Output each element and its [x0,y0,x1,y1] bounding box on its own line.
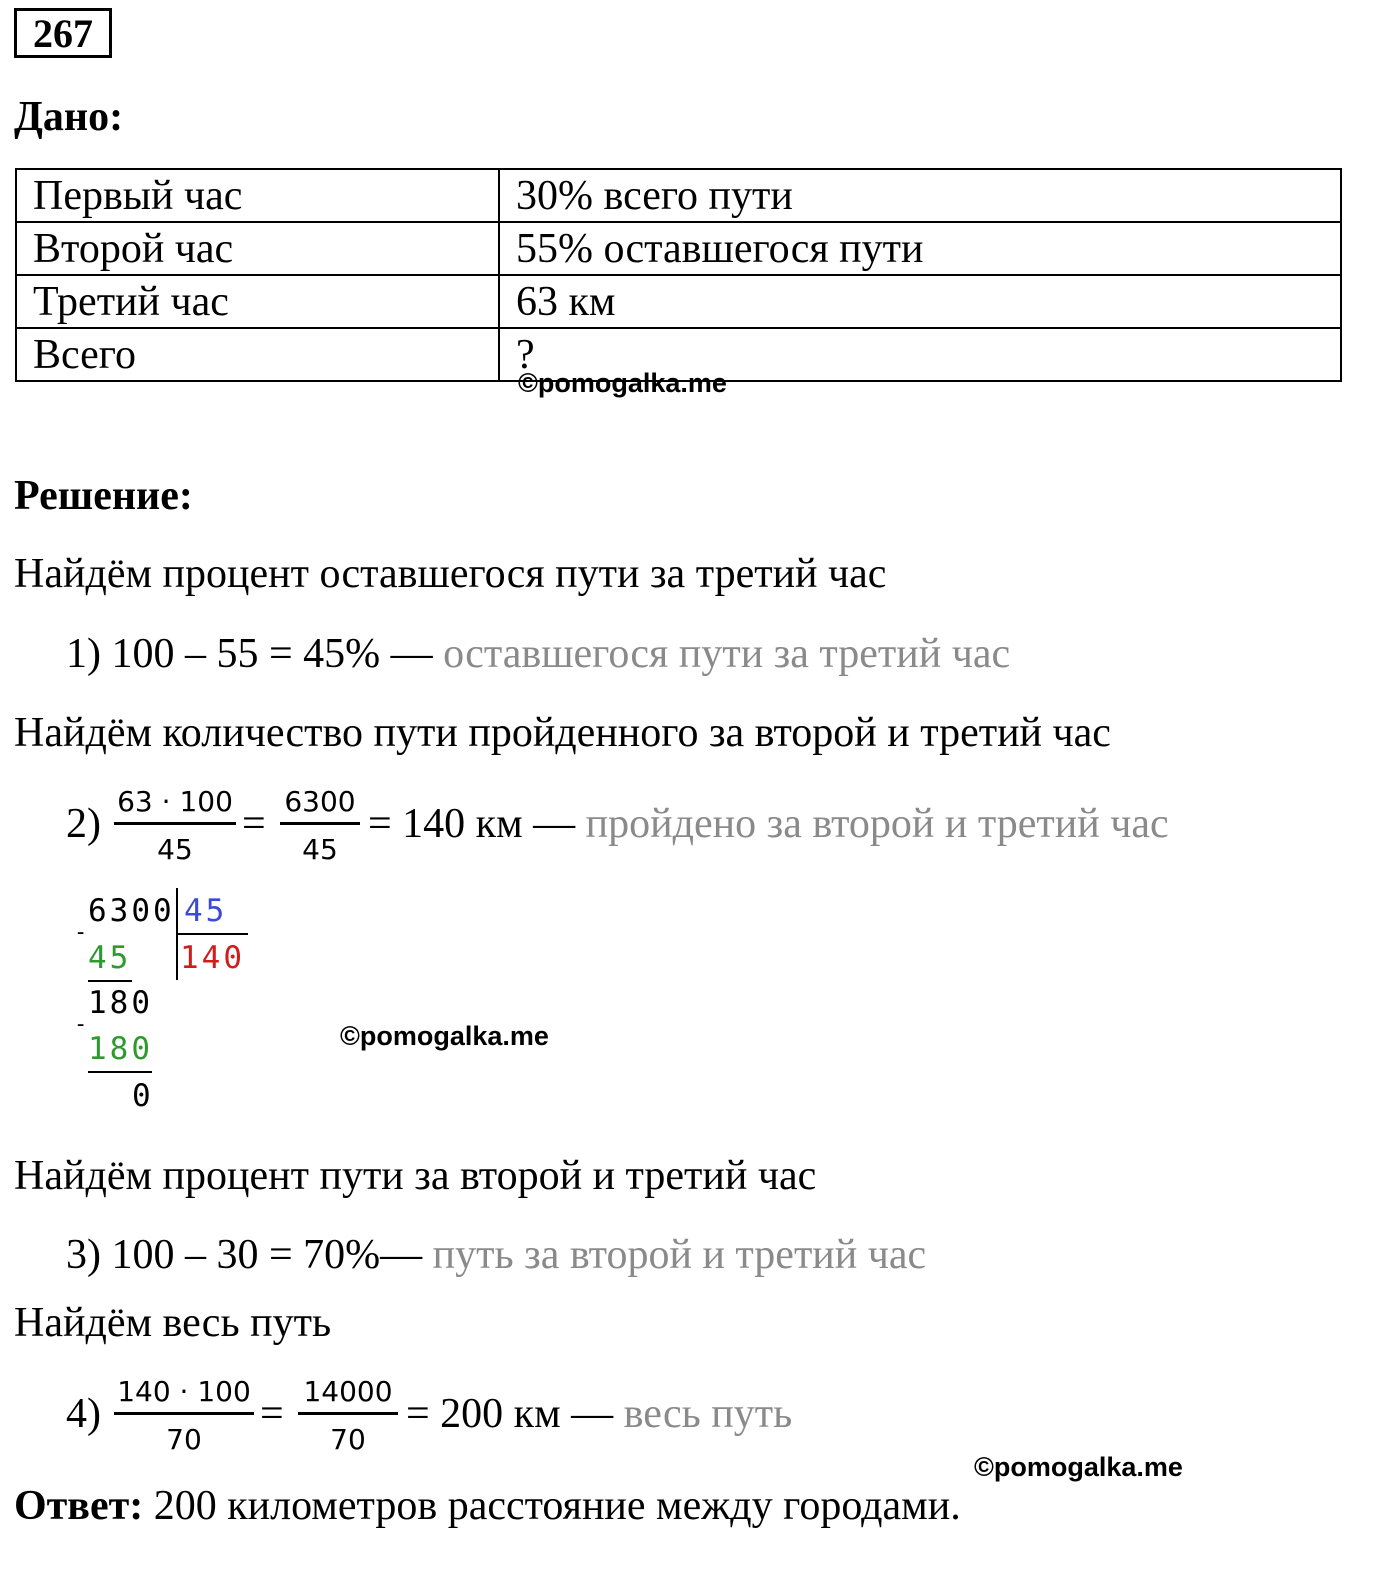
division-remainder-1: 180 [88,985,153,1021]
fraction-denominator: 45 [157,833,193,866]
step-1 [66,630,1010,678]
row-value: ? [499,328,1341,381]
intro-step-3: Найдём процент пути за второй и третий час [14,1153,817,1199]
step-2-label: 2) [66,801,101,847]
step-4-comment: весь путь [623,1391,793,1437]
fraction-denominator: 45 [302,833,338,866]
row-label: Третий час [16,275,499,328]
division-quotient: 140 [180,940,245,976]
step-2-result-value: = 140 км — [368,801,576,847]
step-2-comment: пройдено за второй и третий час [585,801,1169,847]
intro-step-1: Найдём процент оставшегося пути за третий час [14,551,887,597]
division-line-2 [88,1071,152,1073]
minus-sign: - [74,920,91,945]
intro-step-2: Найдём количество пути пройденного за второй и третий час [14,710,1111,756]
division-line-1 [88,980,132,982]
watermark: ©pomogalka.me [974,1452,1183,1482]
fraction-numerator: 14000 [298,1375,398,1415]
row-value: 63 км [499,275,1341,328]
step-2-fraction-2 [280,785,360,866]
solution-heading: Решение: [14,473,193,519]
minus-sign: - [74,1012,91,1037]
answer [14,1482,961,1530]
equals-sign: = [242,801,266,847]
row-value: 55% оставшегося пути [499,222,1341,275]
step-2-fraction-1 [114,785,236,866]
row-label: Второй час [16,222,499,275]
table-row [16,222,1341,275]
intro-step-4: Найдём весь путь [14,1300,332,1346]
step-4-result-value: = 200 км — [406,1391,614,1437]
step-4-fraction-1 [114,1375,254,1456]
step-4-label: 4) [66,1391,101,1437]
row-label: Первый час [16,169,499,222]
step-2-result [368,800,1169,848]
division-dividend: 6300 [88,893,175,929]
table-row [16,169,1341,222]
table-row [16,275,1341,328]
fraction-numerator: 140 · 100 [114,1375,254,1415]
row-value: 30% всего пути [499,169,1341,222]
given-heading: Дано: [14,94,124,140]
step-1-expression: 1) 100 – 55 = 45% — [66,631,433,677]
row-label: Всего [16,328,499,381]
fraction-numerator: 63 · 100 [114,785,236,825]
watermark: ©pomogalka.me [340,1021,549,1051]
fraction-denominator: 70 [166,1423,202,1456]
division-subtrahend-2: 180 [88,1031,153,1067]
answer-text: 200 километров расстояние между городами. [153,1483,961,1529]
division-subtrahend-1: 45 [88,940,132,976]
fraction-numerator: 6300 [280,785,360,825]
step-4-fraction-2 [298,1375,398,1456]
given-table [15,168,1342,382]
step-4-result [406,1390,792,1438]
answer-label: Ответ: [14,1483,144,1529]
watermark: ©pomogalka.me [518,368,727,398]
equals-sign: = [260,1391,284,1437]
step-3-comment: путь за второй и третий час [432,1232,927,1278]
step-3-expression: 3) 100 – 30 = 70%— [66,1232,423,1278]
step-3 [66,1231,926,1279]
division-divisor: 45 [184,893,228,929]
fraction-denominator: 70 [330,1423,366,1456]
problem-number: 267 [14,8,112,58]
division-remainder-2: 0 [132,1078,154,1114]
division-divisor-line [176,933,248,935]
step-1-comment: оставшегося пути за третий час [443,631,1011,677]
